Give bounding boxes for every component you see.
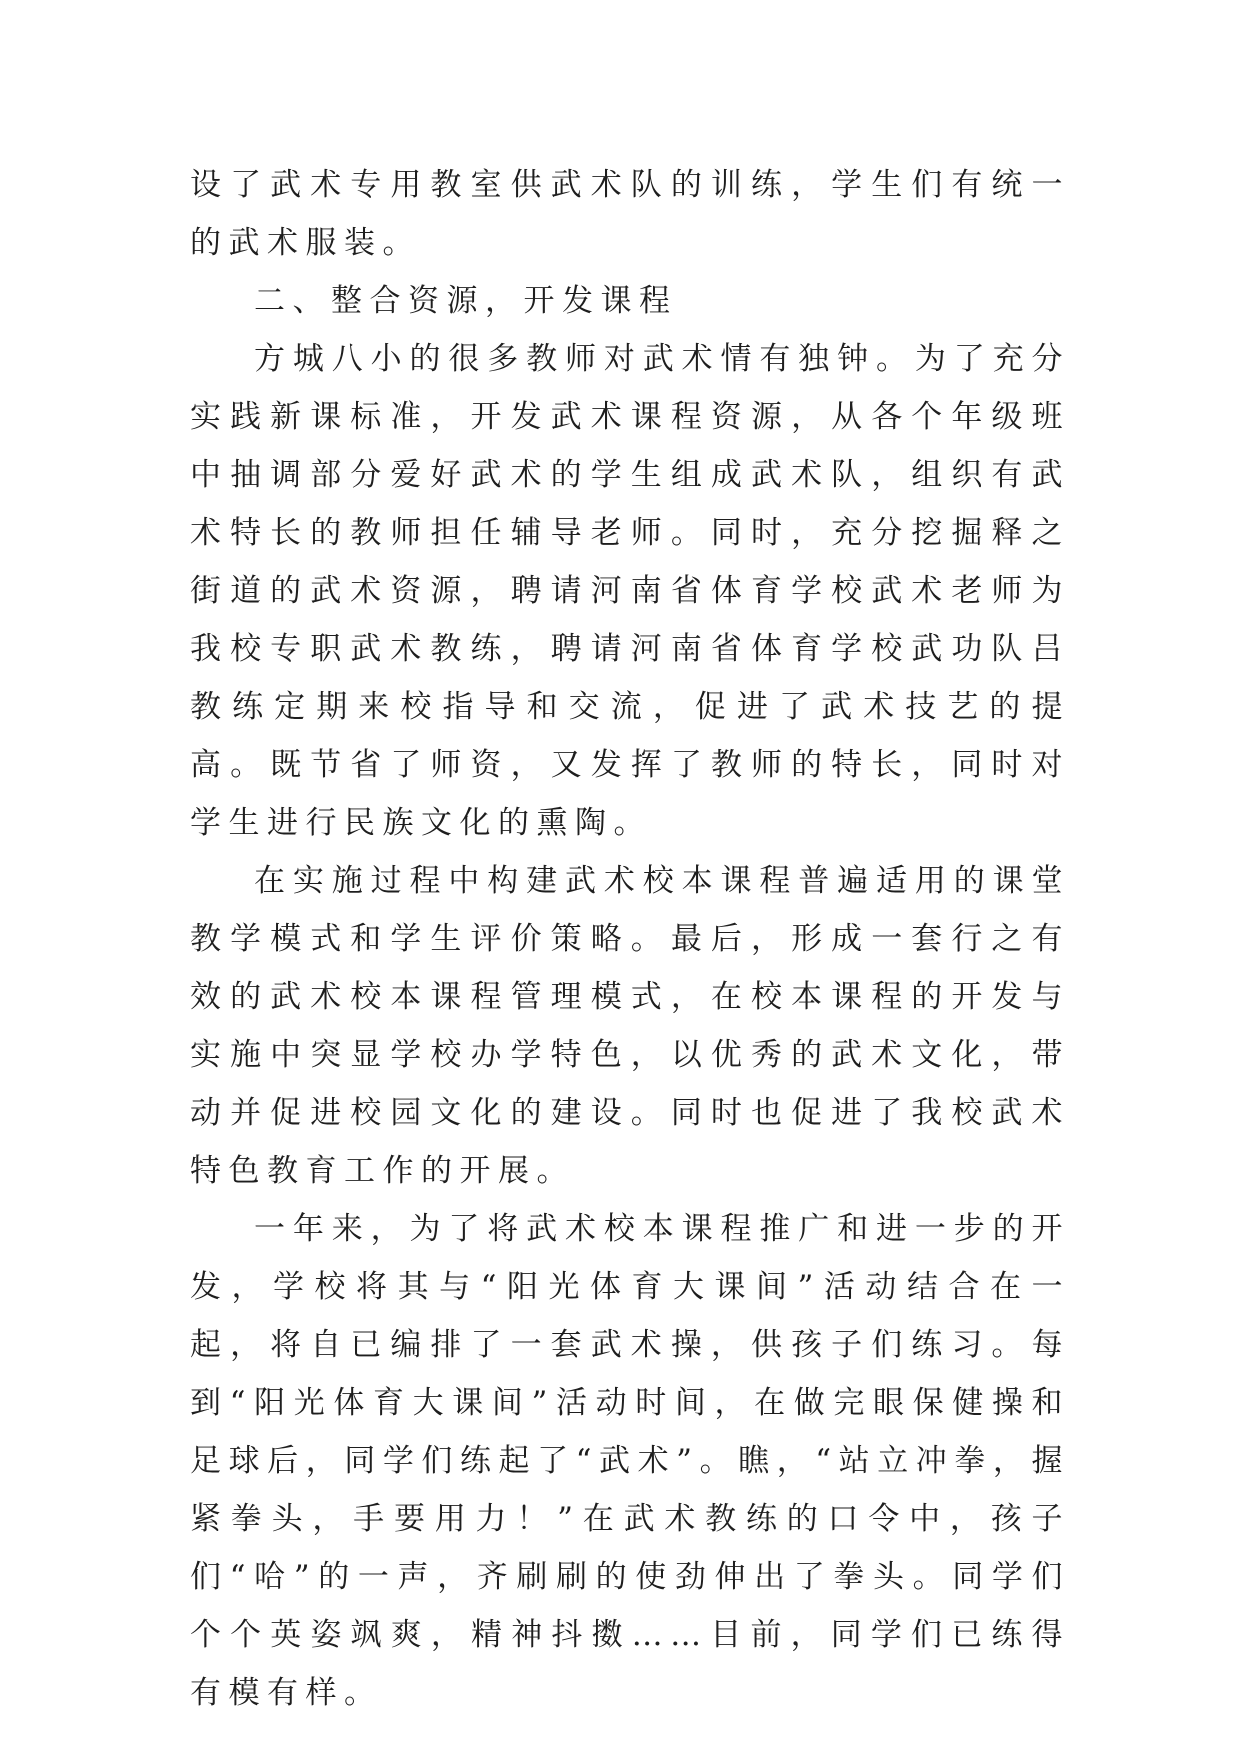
section-heading: 二、整合资源，开发课程 [254, 283, 678, 319]
paragraph-continuation: 设了武术专用教室供武术队的训练，学生们有统一的武术服装。 [190, 167, 1070, 261]
document-body [190, 156, 1070, 1722]
paragraph: 方城八小的很多教师对武术情有独钟。为了充分实践新课标准，开发武术课程资源，从各个年级班中抽调部分爱好武术的学生组成武术队，组织有武术特长的教师担任辅导老师。同时，充分挖掘释之街道的武术资源，聘请河南省体育学校武术老师为我校专职武术教练，聘请河南省体育学校武功队吕教练定期来校指导和交流，促进了武术技艺的提高。既节省了师资，又发挥了教师的特长，同时对学生进行民族文化的熏陶。 [190, 341, 1070, 841]
paragraph: 一年来，为了将武术校本课程推广和进一步的开发，学校将其与“阳光体育大课间”活动结合在一起，将自已编排了一套武术操，供孩子们练习。每到“阳光体育大课间”活动时间，在做完眼保健操和足球后，同学们练起了“武术”。瞧，“站立冲拳，握紧拳头，手要用力！”在武术教练的口令中，孩子们“哈”的一声，齐刷刷的使劲伸出了拳头。同学们个个英姿飒爽，精神抖擞……目前，同学们已练得有模有样。 [190, 1211, 1070, 1711]
paragraph: 在实施过程中构建武术校本课程普遍适用的课堂教学模式和学生评价策略。最后，形成一套行之有效的武术校本课程管理模式，在校本课程的开发与实施中突显学校办学特色，以优秀的武术文化，带动并促进校园文化的建设。同时也促进了我校武术特色教育工作的开展。 [190, 863, 1070, 1189]
